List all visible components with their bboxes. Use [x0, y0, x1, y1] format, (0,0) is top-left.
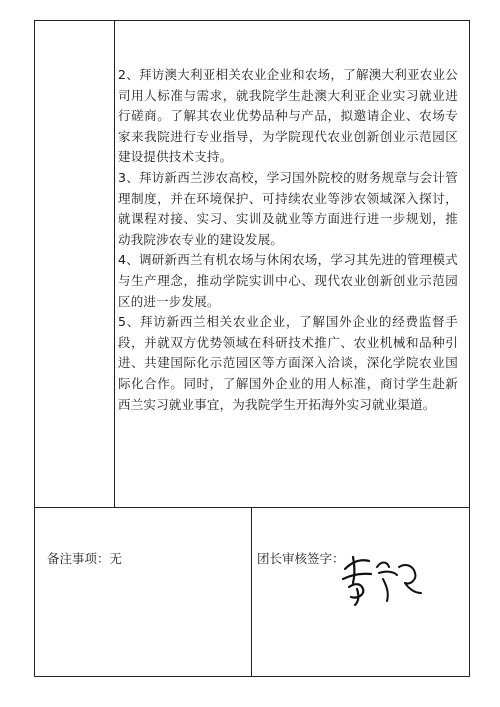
left-label-cell	[35, 21, 115, 507]
paragraph-item-5: 5、拜访新西兰相关农业企业，了解国外企业的经费监督手段，并就双方优势领域在科研技术推广、农业机械和品种引进、共建国际化示范园区等方面深入洽谈，深化学院农业国际化合作。同时，了解国外企业的用人标准，商讨学生赴新西兰实习就业事宜，为我院学生开拓海外实习就业渠道。	[118, 314, 458, 412]
content-cell	[115, 21, 469, 507]
signature-label: 团长审核签字：	[257, 551, 345, 566]
paragraph-item-2: 2、拜访澳大利亚相关农业企业和农场，了解澳大利亚农业公司用人标准与需求，就我院学生赴澳大利亚企业实习就业进行磋商。了解其农业优势品种与产品，拟邀请企业、农场专家来我院进行专业指导，为学院现代农业创新创业示范园区建设提供技术支持。	[118, 67, 458, 165]
paragraph-item-3: 3、拜访新西兰涉农高校，学习国外院校的财务规章与会计管理制度，并在环境保护、可持续农业等涉农领域深入探讨，就课程对接、实习、实训及就业等方面进行进一步规划，推动我院涉农专业的建设发展。	[118, 169, 458, 247]
paragraph-item-4: 4、调研新西兰有机农场与休闲农场，学习其先进的管理模式与生产理念，推动学院实训中心、现代农业创新创业示范园区的进一步发展。	[118, 252, 458, 309]
notes-field: 备注事项：无	[47, 551, 123, 566]
row-divider	[35, 507, 469, 508]
column-divider	[251, 507, 252, 676]
handwritten-signature	[335, 549, 427, 607]
content-body	[118, 65, 458, 415]
approval-form-table	[34, 20, 470, 677]
